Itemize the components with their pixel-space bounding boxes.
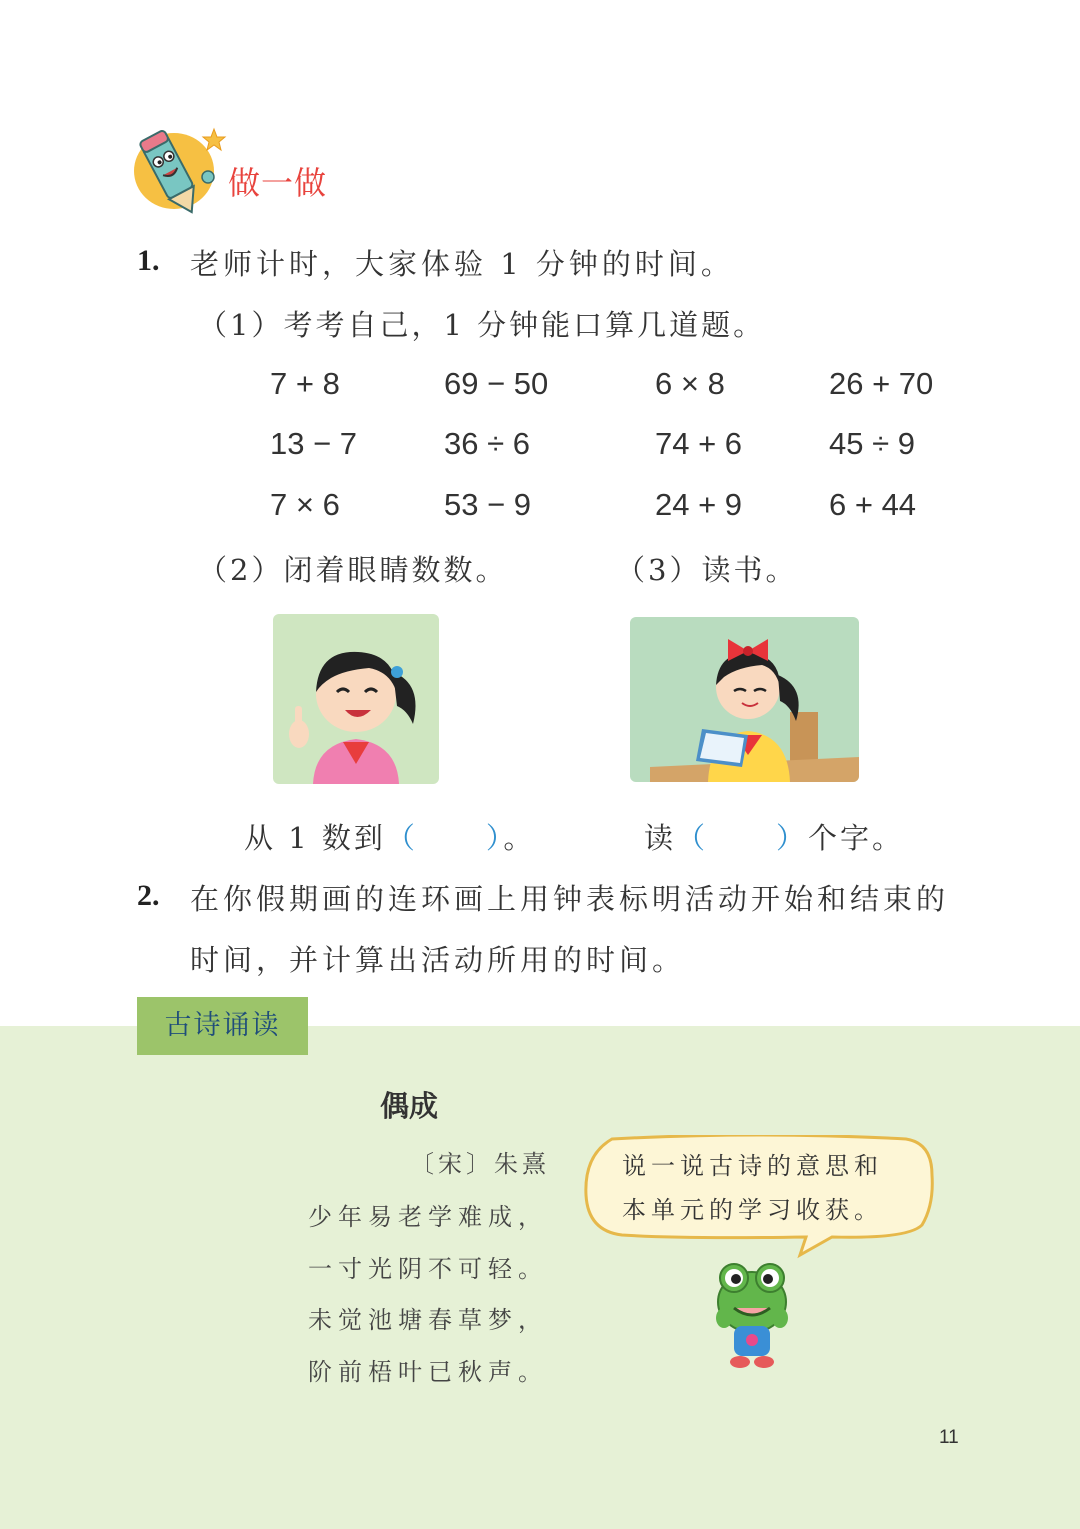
equation: 45 ÷ 9: [829, 426, 915, 461]
count-suffix: 。: [503, 821, 536, 855]
equation: 7 × 6: [270, 487, 340, 522]
paren-close: ）: [776, 821, 809, 855]
girl-counting-illustration: [273, 614, 439, 784]
question-1-text: 老师计时，大家体验 1 分钟的时间。: [190, 247, 734, 281]
poem-line: 阶前梧叶已秋声。: [308, 1358, 548, 1386]
equation: 7 + 8: [270, 366, 340, 401]
equation: 26 + 70: [829, 366, 934, 401]
poem-line: 未觉池塘春草梦，: [308, 1306, 548, 1334]
question-1-sub2: （2）闭着眼睛数数。: [198, 553, 508, 587]
equation: 6 × 8: [655, 366, 725, 401]
question-2-line2: 时间，并计算出活动所用的时间。: [190, 943, 686, 977]
bubble-text-line1: 说一说古诗的意思和: [622, 1152, 883, 1180]
poem-title: 偶成: [380, 1089, 439, 1123]
poem-line: 少年易老学难成，: [308, 1203, 548, 1231]
read-fill-in: [644, 816, 904, 857]
poem-tab: [137, 997, 308, 1055]
question-1-number: 1.: [137, 244, 160, 277]
paren-open: （: [385, 821, 418, 855]
bubble-text-line2: 本单元的学习收获。: [622, 1196, 883, 1224]
equation: 24 + 9: [655, 487, 743, 522]
pencil-mascot-icon: [132, 125, 232, 217]
frog-mascot-icon: [712, 1258, 792, 1374]
question-1-sub3: （3）读书。: [616, 553, 798, 587]
girl-reading-illustration: [630, 617, 859, 782]
equation: 69 − 50: [444, 366, 549, 401]
equation: 6 + 44: [829, 487, 917, 522]
question-2-line1: 在你假期画的连环画上用钟表标明活动开始和结束的: [190, 882, 950, 916]
equation: 74 + 6: [655, 426, 743, 461]
read-prefix: 读: [644, 821, 677, 855]
count-fill-in: [244, 816, 535, 857]
poem-author: 〔宋〕朱熹: [410, 1150, 550, 1178]
poem-tab-label: 古诗诵读: [164, 1010, 281, 1041]
poem-line: 一寸光阴不可轻。: [308, 1255, 548, 1283]
paren-close: ）: [485, 821, 504, 855]
page-number: 11: [939, 1427, 959, 1448]
equation: 13 − 7: [270, 426, 358, 461]
question-1-sub1: （1）考考自己，1 分钟能口算几道题。: [198, 308, 766, 342]
equation: 36 ÷ 6: [444, 426, 530, 461]
section-title: 做一做: [228, 164, 328, 202]
question-2-number: 2.: [137, 879, 160, 912]
read-suffix: 个字。: [808, 821, 905, 855]
paren-open: （: [676, 821, 709, 855]
count-prefix: 从 1 数到: [244, 821, 386, 855]
equation: 53 − 9: [444, 487, 532, 522]
